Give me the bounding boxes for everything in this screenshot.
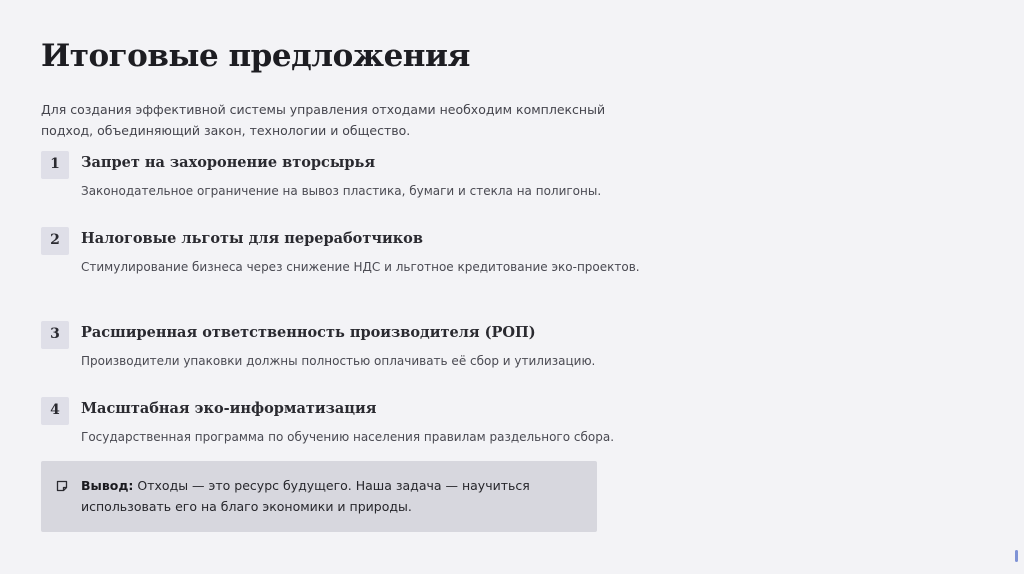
proposal-title: Масштабная эко-информатизация — [81, 400, 377, 417]
proposal-number: 3 — [41, 321, 69, 349]
note-icon — [56, 480, 68, 492]
proposal-title: Запрет на захоронение вторсырья — [81, 154, 376, 171]
proposal-title: Налоговые льготы для переработчиков — [81, 230, 423, 247]
proposal-description: Законодательное ограничение на вывоз пластика, бумаги и стекла на полигоны. — [81, 184, 602, 198]
proposal-number: 2 — [41, 227, 69, 255]
proposal-item-3 — [41, 321, 641, 381]
proposal-description: Государственная программа по обучению населения правилам раздельного сбора. — [81, 430, 615, 444]
proposal-item-4 — [41, 397, 641, 457]
conclusion-text — [81, 475, 586, 517]
proposal-description: Стимулирование бизнеса через снижение НДС и льготное кредитование эко-проектов. — [81, 260, 640, 274]
proposal-description: Производители упаковки должны полностью оплачивать её сбор и утилизацию. — [81, 354, 596, 368]
conclusion-box — [41, 461, 597, 532]
corner-decoration — [1015, 550, 1018, 562]
conclusion-label: Вывод: — [81, 478, 134, 493]
slide-subtitle: Для создания эффективной системы управления отходами необходим комплексный подход, объединяющий закон, технологии и общество. — [41, 102, 606, 138]
proposal-title: Расширенная ответственность производителя (РОП) — [81, 324, 536, 341]
proposal-item-1 — [41, 151, 641, 211]
proposal-number: 4 — [41, 397, 69, 425]
conclusion-body: Отходы — это ресурс будущего. Наша задача — научиться использовать его на благо экономики и природы. — [81, 478, 530, 514]
slide-title: Итоговые предложения — [41, 38, 470, 74]
proposal-item-2 — [41, 227, 641, 287]
proposal-number: 1 — [41, 151, 69, 179]
